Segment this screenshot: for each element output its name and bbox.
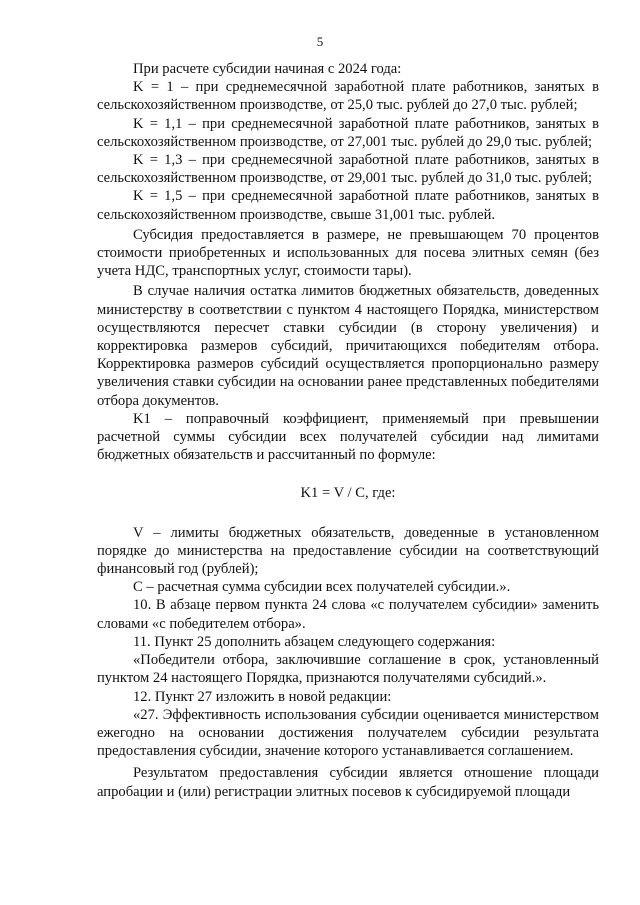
paragraph-v-definition: V – лимиты бюджетных обязательств, доведенные в установленном порядке до министерства на предоставление субсидии на соответствующий финансовый год (рублей); xyxy=(97,524,599,578)
paragraph-k-1: K = 1 – при среднемесячной заработной плате работников, занятых в сельскохозяйственном производстве, от 25,0 тыс. рублей до 27,0 тыс. рублей; xyxy=(97,79,599,114)
paragraph-k-1-5: K = 1,5 – при среднемесячной заработной плате работников, занятых в сельскохозяйственном производстве, свыше 31,001 тыс. рублей. xyxy=(97,188,599,223)
paragraph-item-27: «27. Эффективность использования субсидии оценивается министерством ежегодно на основании достижения получателем субсидии результата предоставления субсидии, значение которого устанавливается соглашением. xyxy=(97,706,599,760)
paragraph-item-10: 10. В абзаце первом пункта 24 слова «с получателем субсидии» заменить словами «с победителем отбора». xyxy=(97,597,599,632)
paragraph-item-11: 11. Пункт 25 дополнить абзацем следующего содержания: xyxy=(133,633,496,650)
paragraph-subsidy-size: Субсидия предоставляется в размере, не превышающем 70 процентов стоимости приобретенных и использованных для посева элитных семян (без учета НДС, транспортных услуг, стоимости тары). xyxy=(97,226,599,280)
paragraph-item-11-quote: «Победители отбора, заключившие соглашение в срок, установленный пунктом 24 настоящего Порядка, признаются получателями субсидий.». xyxy=(97,652,599,687)
paragraph-limit-remainder: В случае наличия остатка лимитов бюджетных обязательств, доведенных министерству в соответствии с пунктом 4 настоящего Порядка, министерством осуществляются пересчет ставки субсидии (в сторону увеличения) и корректировка размеров субсидий, причитающихся победителям отбора. Корректировка размеров субсидий осуществляется пропорционально размеру увеличения ставки субсидии на основании ранее представленных победителями отбора документов. xyxy=(97,283,599,409)
paragraph-c-definition: C – расчетная сумма субсидии всех получателей субсидии.». xyxy=(133,579,511,596)
formula: K1 = V / C, где: xyxy=(300,485,396,502)
document-body xyxy=(97,60,599,801)
page-number: 5 xyxy=(316,34,324,49)
paragraph-k1-definition: K1 – поправочный коэффициент, применяемый при превышении расчетной суммы субсидии всех получателей субсидии над лимитами бюджетных обязательств и рассчитанный по формуле: xyxy=(97,410,599,464)
paragraph-k-1-1: K = 1,1 – при среднемесячной заработной плате работников, занятых в сельскохозяйственном производстве, от 27,001 тыс. рублей до 29,0 тыс. рублей; xyxy=(97,115,599,150)
paragraph-intro: При расчете субсидии начиная с 2024 года: xyxy=(133,61,402,77)
paragraph-item-12: 12. Пункт 27 изложить в новой редакции: xyxy=(133,688,392,705)
paragraph-result: Результатом предоставления субсидии является отношение площади апробации и (или) регистрации элитных посевов к субсидируемой площади xyxy=(97,765,599,800)
paragraph-k-1-3: K = 1,3 – при среднемесячной заработной плате работников, занятых в сельскохозяйственном производстве, от 29,001 тыс. рублей до 31,0 тыс. рублей; xyxy=(97,152,599,187)
